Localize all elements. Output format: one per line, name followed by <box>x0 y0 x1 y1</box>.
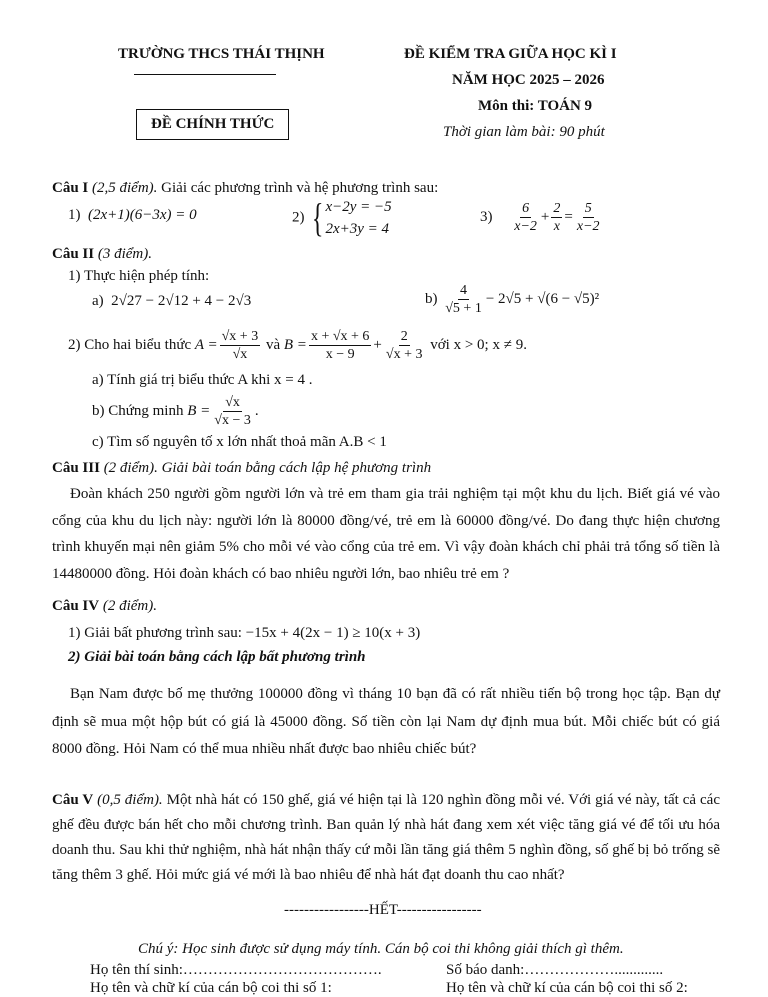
end-marker: -----------------HẾT----------------- <box>284 902 482 918</box>
q3-subtitle: (2 điểm). Giải bài toán bằng cách lập hệ phương trình <box>103 460 432 476</box>
q5-points: (0,5 điểm). <box>97 792 163 808</box>
system-row-1: x−2y = −5 <box>325 199 392 215</box>
q4-body: Bạn Nam được bố mẹ thưởng 100000 đồng vì tháng 10 bạn đã có rất nhiều tiến bộ trong học tập. Bạn dự định sẽ mua một hộp bút có giá là 45000 đồng. Số tiền còn lại Nam dự định mua bút. Mỗi chiếc bút có giá 8000 đồng. Hỏi Nam có thể mua nhiều nhất được bao nhiêu chiếc bút? <box>52 686 720 757</box>
q3-title: Câu III <box>52 460 100 476</box>
proctor-1-signature: Họ tên và chữ kí của cán bộ coi thi số 1: <box>90 980 332 996</box>
q1-p3-label: 3) <box>480 209 493 225</box>
q2-1a: a) 2√27 − 2√12 + 4 − 2√3 <box>92 293 252 309</box>
q1-points: (2,5 điểm). <box>92 180 158 196</box>
q1-p1-expr: (2x+1)(6−3x) = 0 <box>88 207 197 223</box>
subject: Môn thi: TOÁN 9 <box>478 98 593 114</box>
expression: 2√27 − 2√12 + 4 − 2√3 <box>111 293 252 309</box>
note: Chú ý: Học sinh được sử dụng máy tính. Cán bộ coi thi không giải thích gì thêm. <box>138 941 624 957</box>
q4-title: Câu IV <box>52 598 100 614</box>
q2-title: Câu II <box>52 246 95 262</box>
q4-part2: 2) Giải bài toán bằng cách lập bất phương trình <box>68 649 366 665</box>
q2-2b: b) Chứng minh B = $\frac{√x}{√x - 3}$ . <box>92 395 259 428</box>
q4-points: (2 điểm). <box>102 598 158 614</box>
exam-time: Thời gian làm bài: 90 phút <box>443 124 605 140</box>
fraction-B2: $\frac{2}{√x + 3}$ <box>385 329 423 362</box>
system-row-2: 2x+3y = 4 <box>325 221 390 237</box>
q1-part2 <box>292 196 392 240</box>
q2-1b: b) $\frac{4}{√5 + 1}$ − 2√5 + √(6 − √5)² <box>425 283 600 316</box>
fraction: $\frac{√x}{√x - 3}$ <box>214 395 251 428</box>
q1-title: Câu I <box>52 180 89 196</box>
q5-title: Câu V <box>52 792 94 808</box>
proctor-2-signature: Họ tên và chữ kí của cán bộ coi thi số 2: <box>446 980 688 996</box>
candidate-number-field: Số báo danh:………………............. <box>446 962 664 978</box>
fraction: $\frac{4}{√5 + 1}$ <box>445 283 482 316</box>
exam-title: ĐỀ KIỂM TRA GIỮA HỌC KÌ I <box>404 46 617 62</box>
q4-part1: 1) Giải bất phương trình sau: −15x + 4(2x − 1) ≥ 10(x + 3) <box>68 625 421 641</box>
school-name: TRƯỜNG THCS THÁI THỊNH <box>118 46 325 62</box>
fraction-A: $\frac{√x + 3}{√x}$ <box>221 329 259 362</box>
fraction: $\frac{5}{x-2}$ <box>576 201 600 234</box>
school-year: NĂM HỌC 2025 – 2026 <box>452 72 605 88</box>
q2-points: (3 điểm). <box>97 246 153 262</box>
question-5 <box>52 788 720 888</box>
fraction-B1: $\frac{x + √x + 6}{x - 9}$ <box>310 329 370 362</box>
q1-p1-label: 1) <box>68 207 81 223</box>
question-1-heading <box>52 180 438 197</box>
fraction: $\frac{2}{x}$ <box>553 201 561 234</box>
official-badge: ĐỀ CHÍNH THỨC <box>136 109 289 140</box>
q2-part1: 1) Thực hiện phép tính: <box>68 268 210 284</box>
q2-2a: a) Tính giá trị biểu thức A khi x = 4 . <box>92 372 313 388</box>
q1-part3: 3) $\frac{6}{x-2}$ + $\frac{2}{x}$ = $\frac{5}{x-2}$ <box>480 201 600 234</box>
q1-p2-label: 2) <box>292 209 305 226</box>
q5-body: Một nhà hát có 150 ghế, giá vé hiện tại là 120 nghìn đồng mỗi vé. Với giá vé này, tất cả các ghế đều được bán hết cho mỗi chương trình. Ban quản lý nhà hát đang xem xét việc tăng giá vé để tối ưu hóa doanh thu. Sau khi thử nghiệm, nhà hát nhận thấy cứ mỗi lần tăng giá thêm 5 nghìn đồng, số ghế bị bỏ trống sẽ tăng thêm 3 ghế. Hỏi mức giá vé mới là bao nhiêu để nhà hát đạt doanh thu cao nhất? <box>52 792 720 883</box>
fraction: $\frac{6}{x-2}$ <box>514 201 537 234</box>
expression: − 2√5 + √(6 − √5)² <box>485 291 600 307</box>
question-3-heading <box>52 460 431 477</box>
question-4-heading <box>52 598 157 615</box>
q2-part2: 2) Cho hai biểu thức A = $\frac{√x + 3}{√x}$ và B = $\frac{x + √x + 6}{x - 9}$ + $\frac{2}{√x + 3}$ với x > 0; x ≠ 9. <box>68 329 527 362</box>
q3-body: Đoàn khách 250 người gồm người lớn và trẻ em tham gia trải nghiệm tại một khu du lịch. Biết giá vé vào cổng của khu du lịch này: người lớn là 80000 đồng/vé, trẻ em là 60000 đồng/vé. Do đang thực hiện chương trình khuyến mại nên giảm 5% cho mỗi vé vào cổng của trẻ em. Vì vậy đoàn khách chỉ phải trả tổng số tiền là 14480000 đồng. Hỏi đoàn khách có bao nhiêu người lớn, bao nhiêu trẻ em ? <box>52 486 720 582</box>
q1-text: Giải các phương trình và hệ phương trình sau: <box>157 180 439 196</box>
equation-system: { x−2y = −5 2x+3y = 4 <box>312 195 392 240</box>
q1-part1 <box>68 207 197 224</box>
student-name-field: Họ tên thí sinh:…………………………………. <box>90 962 382 978</box>
divider <box>134 74 276 75</box>
question-2-heading <box>52 246 152 263</box>
q2-2c: c) Tìm số nguyên tố x lớn nhất thoả mãn A.B < 1 <box>92 434 387 450</box>
